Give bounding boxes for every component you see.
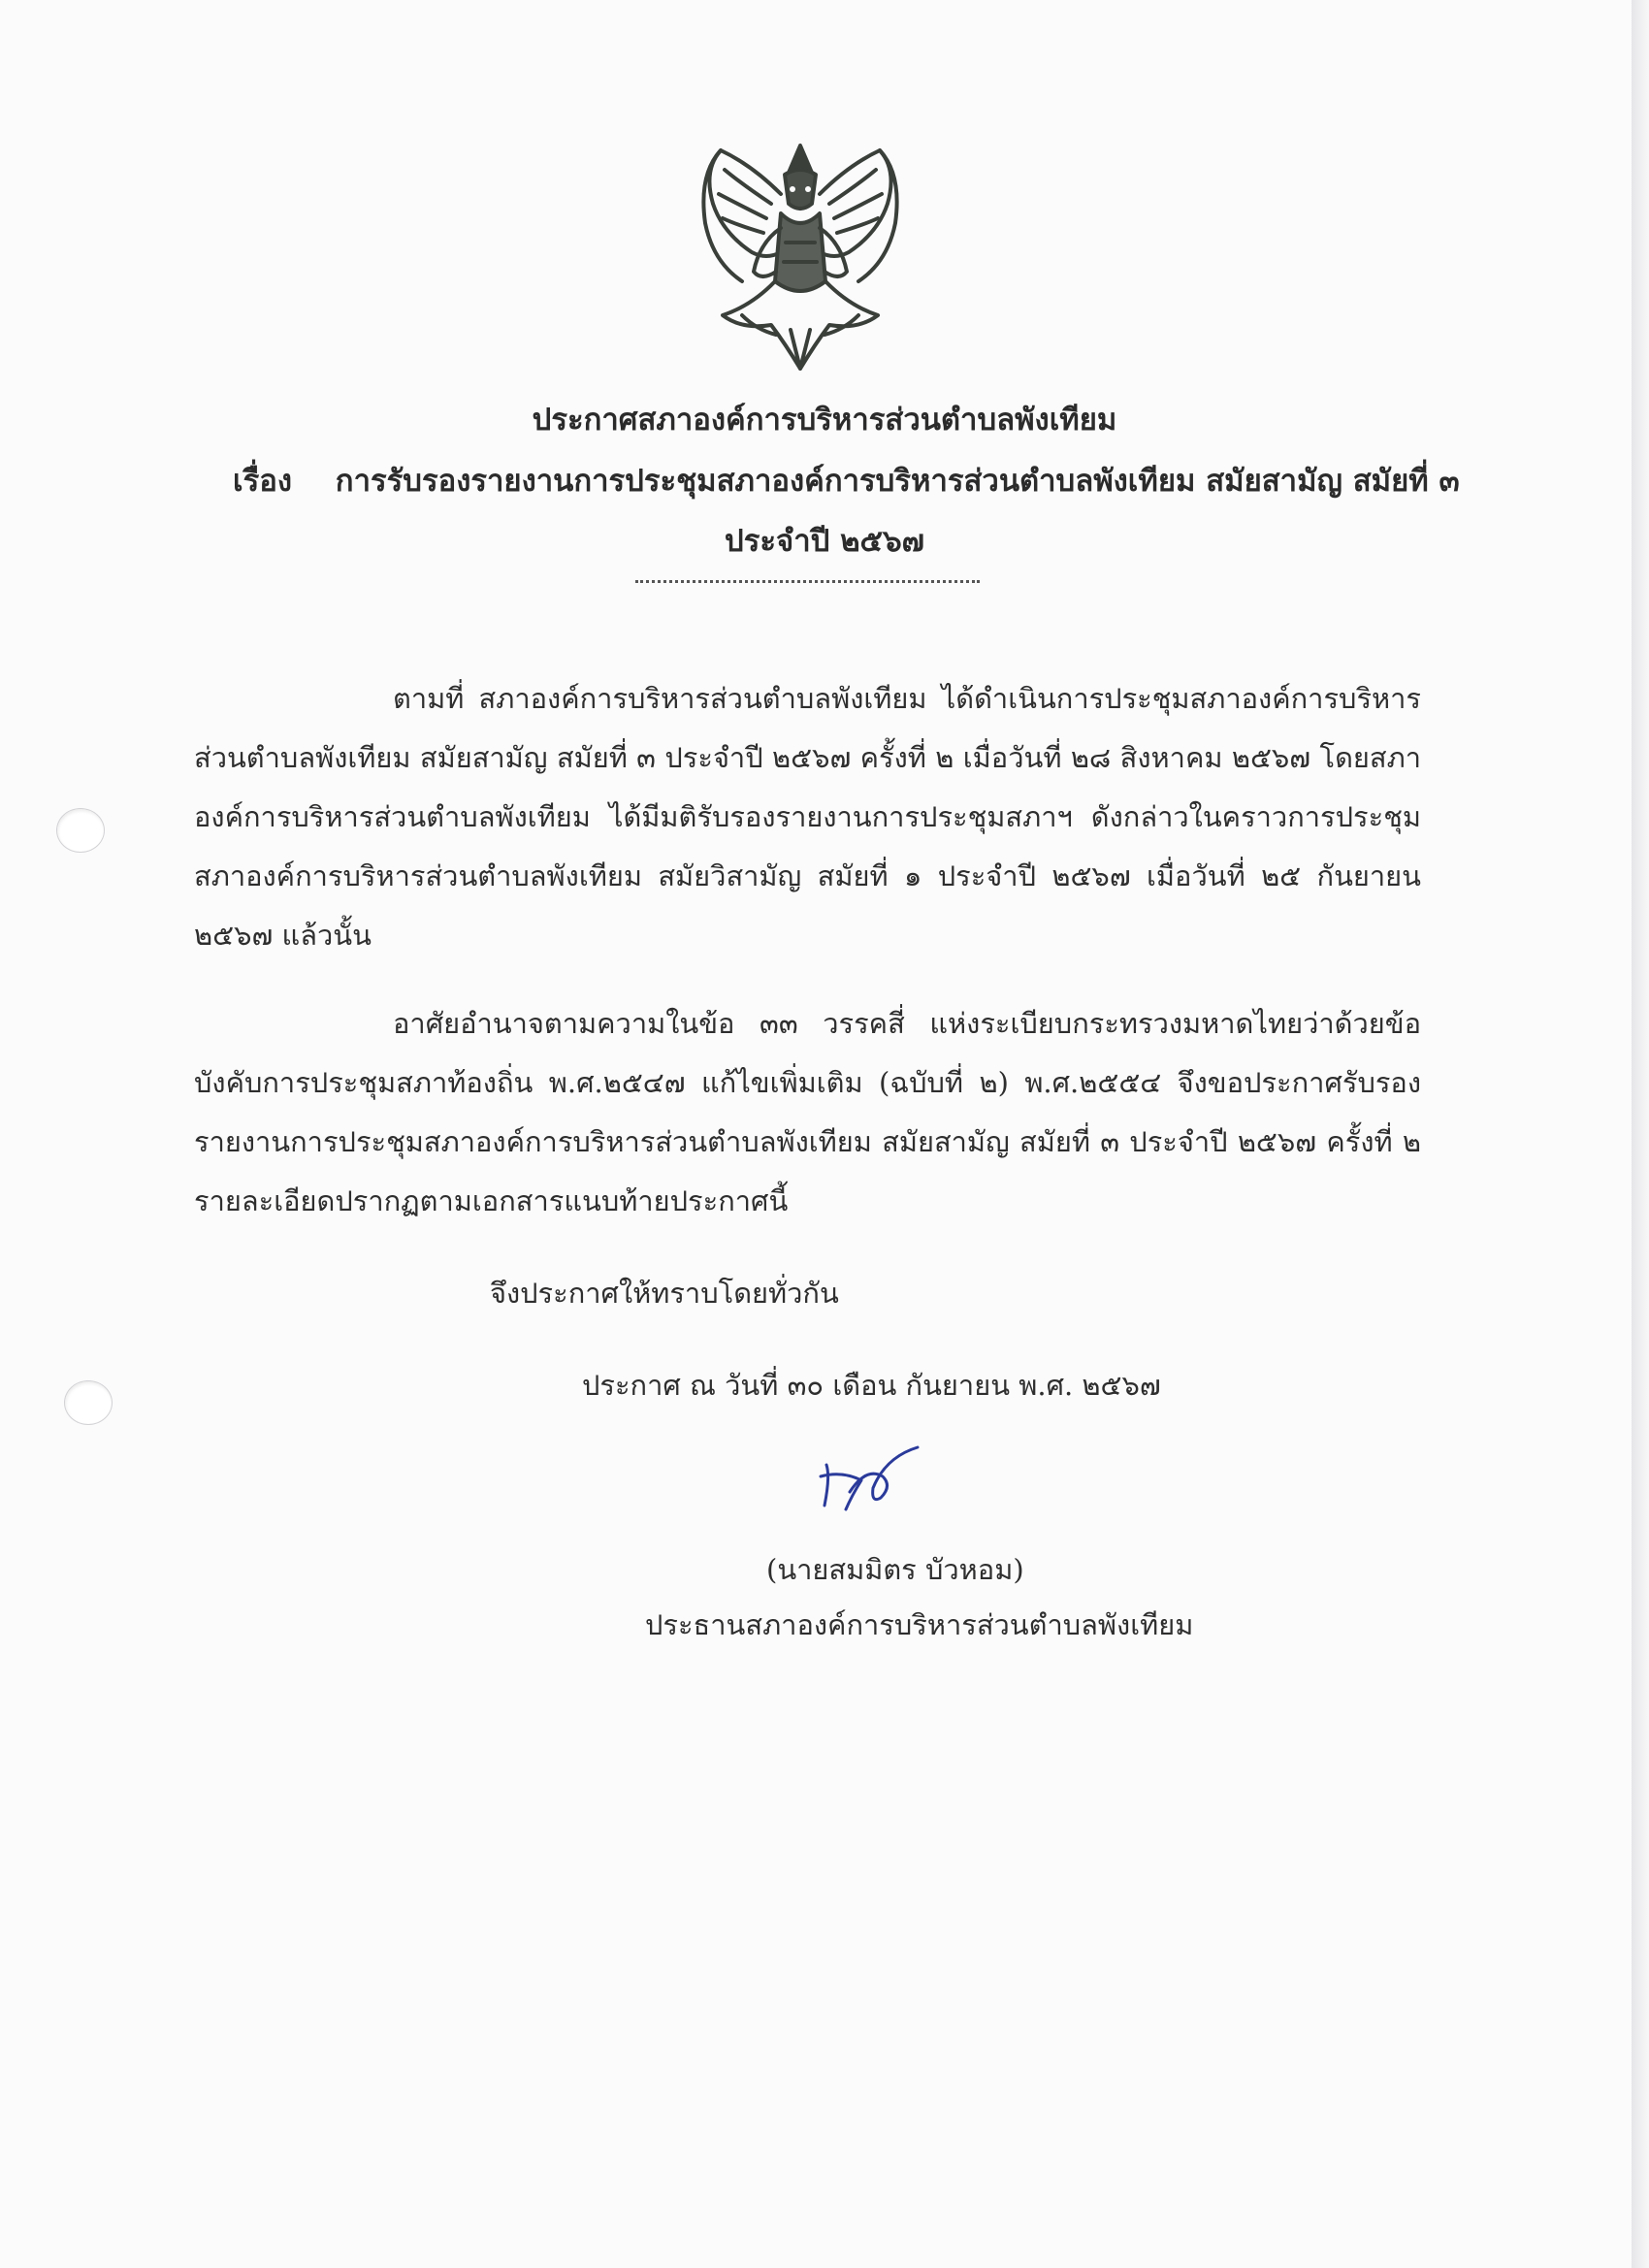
scan-edge-shadow <box>1632 0 1649 2268</box>
subject-year: ประจำปี ๒๕๖๗ <box>725 524 924 559</box>
signature-icon <box>813 1438 929 1520</box>
subject-text: การรับรองรายงานการประชุมสภาองค์การบริหารส่วนตำบลพังเทียม สมัยสามัญ สมัยที่ ๓ <box>335 464 1460 499</box>
signatory-name: (นายสมมิตร บัวหอม) <box>766 1553 1024 1586</box>
announce-line: จึงประกาศให้ทราบโดยทั่วกัน <box>490 1277 839 1310</box>
date-line: ประกาศ ณ วันที่ ๓๐ เดือน กันยายน พ.ศ. ๒๕๖๗ <box>582 1369 1161 1402</box>
announcement-title: ประกาศสภาองค์การบริหารส่วนตำบลพังเทียม <box>532 403 1117 437</box>
body-paragraph-2: อาศัยอำนาจตามความในข้อ ๓๓ วรรคสี่ แห่งระเบียบกระทรวงมหาดไทยว่าด้วยข้อบังคับการประชุมสภาท้องถิ่น พ.ศ.๒๕๔๗ แก้ไขเพิ่มเติม (ฉบับที่ ๒) พ.ศ.๒๕๕๔ จึงขอประกาศรับรองรายงานการประชุมสภาองค์การบริหารส่วนตำบลพังเทียม สมัยสามัญ สมัยที่ ๓ ประจำปี ๒๕๖๗ ครั้งที่ ๒ รายละเอียดปรากฏตามเอกสารแนบท้ายประกาศนี้ <box>194 1007 1421 1217</box>
garuda-emblem-icon <box>684 136 917 378</box>
punch-hole-top <box>56 808 105 853</box>
subject-label: เรื่อง <box>233 464 293 499</box>
signatory-position: ประธานสภาองค์การบริหารส่วนตำบลพังเทียม <box>645 1608 1194 1641</box>
header-separator <box>635 580 980 583</box>
body-paragraph-1: ตามที่ สภาองค์การบริหารส่วนตำบลพังเทียม ได้ดำเนินการประชุมสภาองค์การบริหารส่วนตำบลพังเทียม สมัยสามัญ สมัยที่ ๓ ประจำปี ๒๕๖๗ ครั้งที่ ๒ เมื่อวันที่ ๒๘ สิงหาคม ๒๕๖๗ โดยสภาองค์การบริหารส่วนตำบลพังเทียม ได้มีมติรับรองรายงานการประชุมสภาฯ ดังกล่าวในคราวการประชุมสภาองค์การบริหารส่วนตำบลพังเทียม สมัยวิสามัญ สมัยที่ ๑ ประจำปี ๒๕๖๗ เมื่อวันที่ ๒๕ กันยายน ๒๕๖๗ แล้วนั้น <box>194 682 1421 952</box>
subject-line <box>233 456 1460 504</box>
punch-hole-bottom <box>64 1380 113 1425</box>
